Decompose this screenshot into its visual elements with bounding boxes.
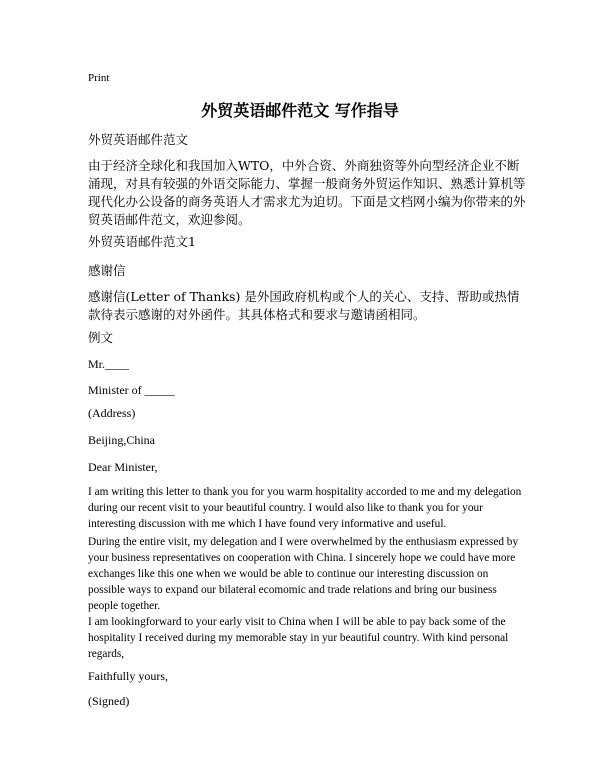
letter-type-heading: 感谢信 xyxy=(88,263,126,278)
body-paragraph-2: During the entire visit, my delegation and I were overwhelmed by the enthusiasm expressed by your business representatives on cooperation with China. I sincerely hope we could have more exchanges like this one when we would be able to continue our interesting discussion on possible ways to expand our bilateral ecomomic and trade relations and bring our business people together. xyxy=(88,536,519,612)
body-paragraph-1: I am writing this letter to thank you for you warm hospitality accorded to me and my delegation during our recent visit to your beautiful country. I would also like to thank you for your interesting discussion with me which I have found very informative and useful. xyxy=(88,486,522,530)
example-label: 例文 xyxy=(88,330,114,345)
salutation: Dear Minister, xyxy=(88,460,158,474)
address-mr: Mr.____ xyxy=(88,357,130,371)
sample-heading: 外贸英语邮件范文1 xyxy=(88,234,196,249)
subtitle: 外贸英语邮件范文 xyxy=(88,132,189,147)
signature: (Signed) xyxy=(88,694,130,708)
address-placeholder: (Address) xyxy=(88,406,136,420)
address-minister: Minister of _____ xyxy=(88,383,175,397)
address-city: Beijing,China xyxy=(88,433,155,447)
closing: Faithfully yours, xyxy=(88,669,168,683)
letter-description: 感谢信(Letter of Thanks) 是外国政府机构或个人的关心、支持、帮助或热情款待表示感谢的对外函件。其具体格式和要求与邀请函相同。 xyxy=(88,289,520,322)
page-title: 外贸英语邮件范文 写作指导 xyxy=(201,101,399,120)
intro-paragraph: 由于经济全球化和我国加入WTO，中外合资、外商独资等外向型经济企业不断涌现，对具有较强的外语交际能力、掌握一般商务外贸运作知识、熟悉计算机等现代化办公设备的商务英语人才需求尤为迫切。下面是文档网小编为你带来的外贸英语邮件范文，欢迎参阅。 xyxy=(88,158,526,227)
body-paragraph-3: I am lookingforward to your early visit to China when I will be able to pay back some of the hospitality I received during my memorable stay in yur beautiful country. With kind personal regards, xyxy=(88,616,509,660)
print-label: Print xyxy=(88,72,110,84)
